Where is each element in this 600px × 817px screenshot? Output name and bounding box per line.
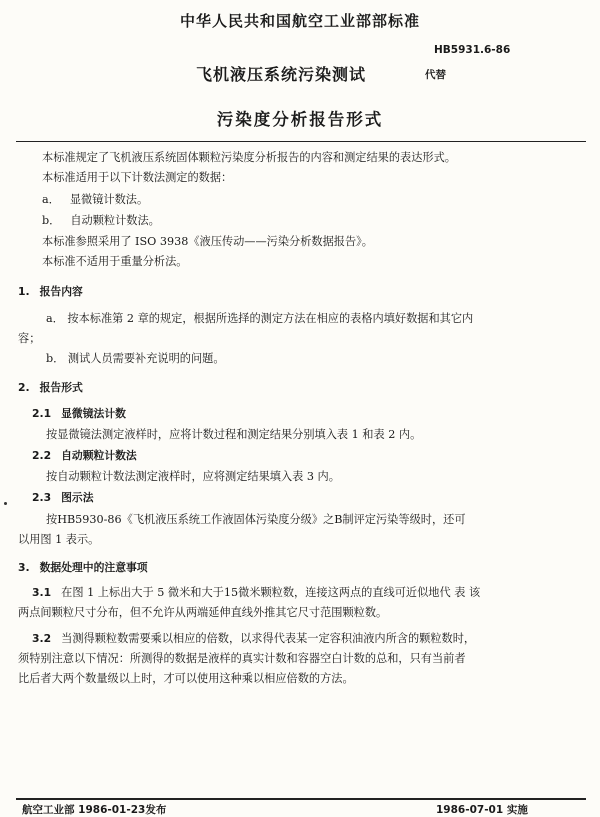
implementation-date: 1986-07-01 实施 <box>436 804 528 816</box>
section-3-2-number: 3.2 <box>32 632 52 645</box>
section-2-1-text: 按显微镜法测定液样时，应将计数过程和测定结果分别填入表 1 和表 2 内。 <box>46 428 422 441</box>
section-3-2-line-2: 须特别注意以下情况：所测得的数据是液样的真实计数和容器空白计数的总和，只有当前者 <box>18 652 466 665</box>
standard-number: HB5931.6-86 <box>434 44 511 56</box>
scan-dot <box>4 502 7 505</box>
section-2-title: 报告形式 <box>39 381 83 394</box>
section-2-2-text: 按自动颗粒计数法测定液样时，应将测定结果填入表 3 内。 <box>46 470 340 483</box>
standard-subtitle: 污染度分析报告形式 <box>216 110 384 129</box>
section-2-2-number: 2.2 <box>32 449 52 462</box>
intro-line-1: 本标准规定了飞机液压系统固体颗粒污染度分析报告的内容和测定结果的表达形式。 <box>42 151 456 164</box>
section-2-3-line-2: 以用图 1 表示。 <box>18 533 100 546</box>
footer-divider <box>16 798 586 800</box>
standard-title: 飞机液压系统污染测试 <box>196 65 367 84</box>
section-3-1-line-1 <box>32 585 480 600</box>
section-1-heading <box>18 284 83 299</box>
section-3-1-line-2: 两点间颗粒尺寸分布，但不允许从两端延伸直线外推其它尺寸范围颗粒数。 <box>18 606 388 619</box>
issue-date: 航空工业部 1986-01-23发布 <box>22 804 167 816</box>
section-1-item-a-line-2: 容； <box>18 332 41 345</box>
section-3-2-text-1: 当测得颗粒数需要乘以相应的倍数，以求得代表某一定容积油液内所含的颗粒数时， <box>61 632 476 645</box>
section-2-1-title: 显微镜法计数 <box>61 407 126 420</box>
section-2-2-title: 自动颗粒计数法 <box>61 449 137 462</box>
header-divider <box>16 141 586 142</box>
intro-item-a-text: 显微镜计数法。 <box>69 193 149 206</box>
section-1-item-b: b． 测试人员需要补充说明的问题。 <box>46 352 225 365</box>
intro-item-a-marker: a． <box>42 193 60 206</box>
section-1-number: 1. <box>18 285 30 298</box>
intro-item-b-marker: b． <box>42 214 61 227</box>
section-1-title: 报告内容 <box>39 285 83 298</box>
intro-item-a <box>42 192 148 207</box>
section-3-number: 3. <box>18 561 30 574</box>
section-3-heading <box>18 560 148 575</box>
replace-label: 代替 <box>425 69 446 81</box>
section-3-1-number: 3.1 <box>32 586 52 599</box>
section-1-item-a-line-1: a． 按本标准第 2 章的规定，根据所选择的测定方法在相应的表格内填好数据和其它内 <box>46 312 474 325</box>
section-2-3-line-1: 按HB5930-86《飞机液压系统工作液固体污染度分级》之B制评定污染等级时，还可 <box>46 513 466 526</box>
section-2-3-heading <box>32 490 94 505</box>
intro-item-b <box>42 213 160 228</box>
intro-item-b-text: 自动颗粒计数法。 <box>70 214 160 227</box>
intro-line-3: 本标准参照采用了 ISO 3938《液压传动——污染分析数据报告》。 <box>42 235 373 248</box>
section-3-1-text-1: 在图 1 上标出大于 5 微米和大于15微米颗粒数，连接这两点的直线可近似地代 表 该 <box>61 586 481 599</box>
intro-line-2: 本标准适用于以下计数法测定的数据： <box>42 171 233 184</box>
section-2-3-number: 2.3 <box>32 491 52 504</box>
section-2-1-number: 2.1 <box>32 407 52 420</box>
section-2-heading <box>18 380 83 395</box>
section-3-2-line-1 <box>32 631 475 646</box>
section-2-number: 2. <box>18 381 30 394</box>
issuing-organization: 中华人民共和国航空工业部部标准 <box>179 12 420 30</box>
section-2-2-heading <box>32 448 137 463</box>
section-3-2-line-3: 比后者大两个数量级以上时，才可以使用这种乘以相应倍数的方法。 <box>18 672 354 685</box>
section-3-title: 数据处理中的注意事项 <box>39 561 148 574</box>
section-2-1-heading <box>32 406 126 421</box>
intro-line-4: 本标准不适用于重量分析法。 <box>42 255 188 268</box>
section-2-3-title: 图示法 <box>61 491 94 504</box>
